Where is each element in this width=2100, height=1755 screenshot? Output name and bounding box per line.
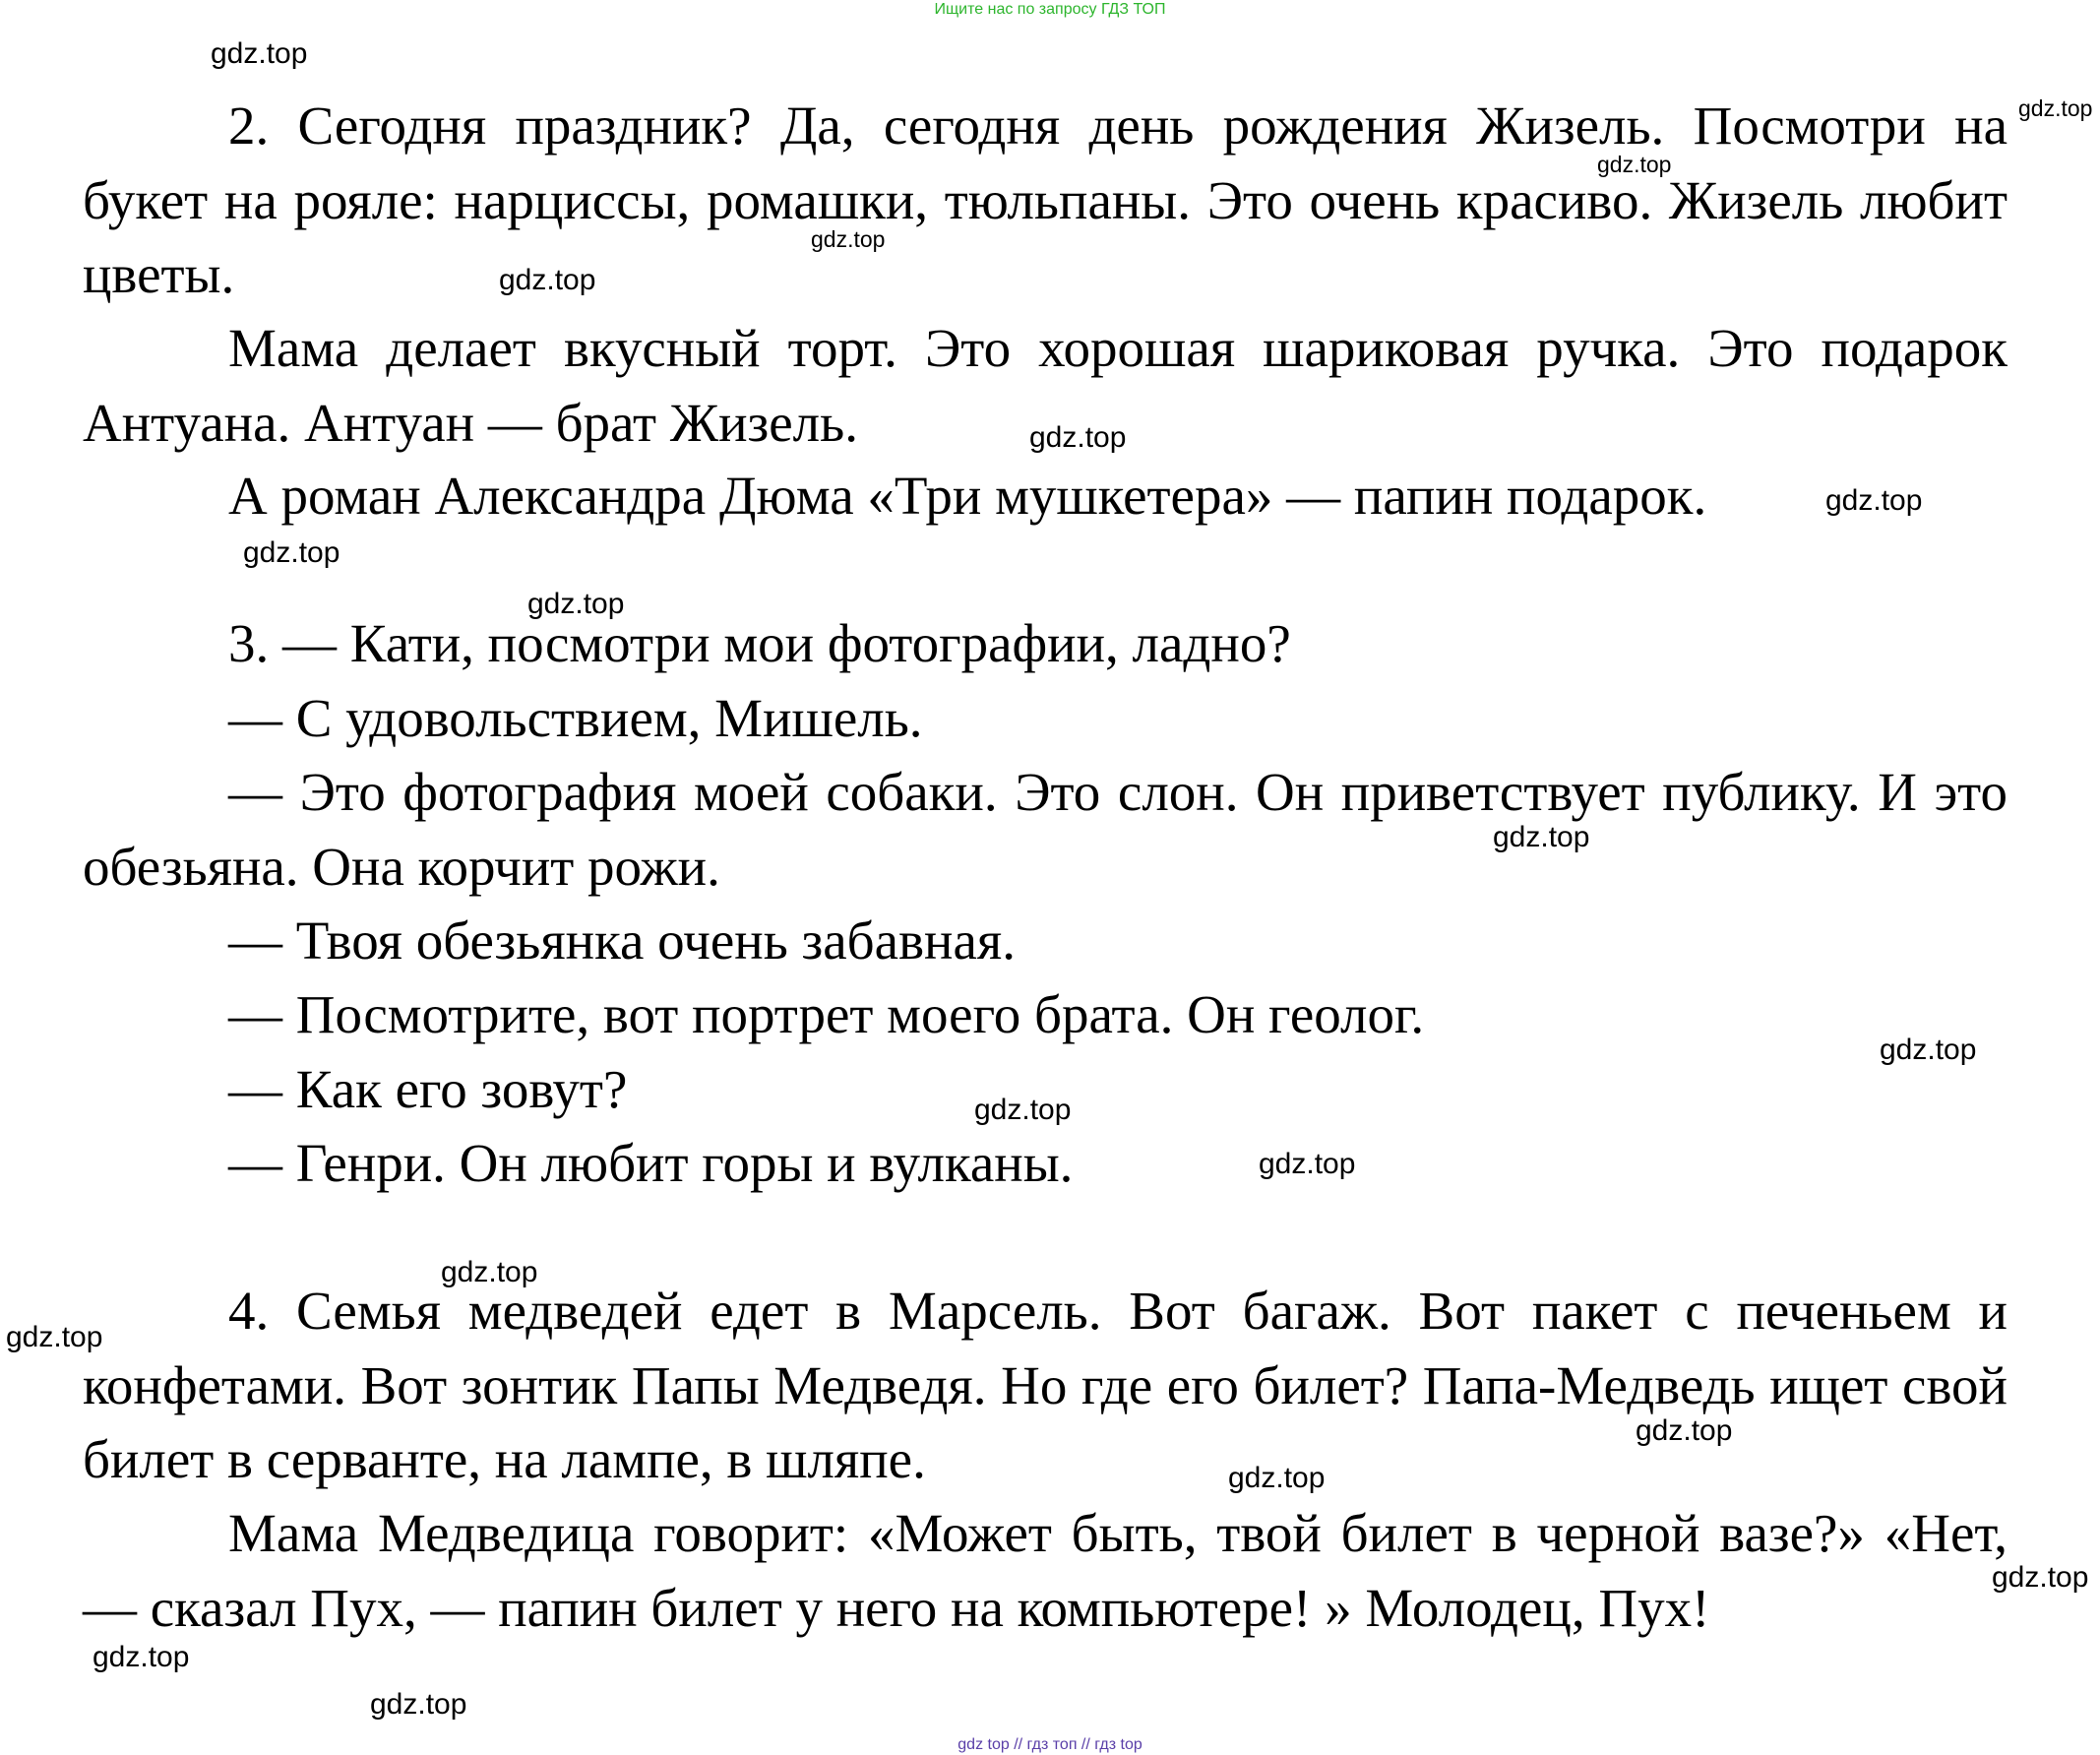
watermark: gdz.top [6, 1321, 103, 1353]
watermark: gdz.top [1029, 421, 1127, 454]
watermark: gdz.top [211, 37, 308, 70]
watermark: gdz.top [974, 1094, 1072, 1126]
watermark: gdz.top [1493, 821, 1590, 853]
exercise-3-line-6: — Как его зовут? [228, 1059, 628, 1119]
watermark: gdz.top [499, 264, 596, 296]
watermark: gdz.top [2018, 95, 2093, 121]
watermark: gdz.top [441, 1256, 538, 1288]
exercise-2-paragraph-3: А роман Александра Дюма «Три мушкетера» — папин подарок. [228, 466, 1707, 526]
watermark: gdz.top [527, 588, 625, 620]
exercise-3-line-4: — Твоя обезьянка очень забавная. [228, 910, 1016, 971]
watermark: gdz.top [1597, 152, 1672, 177]
watermark: gdz.top [243, 536, 340, 569]
watermark: gdz.top [93, 1641, 190, 1673]
exercise-3-line-7: — Генри. Он любит горы и вулканы. [228, 1133, 1074, 1193]
exercise-2-paragraph-1: 2. Сегодня праздник? Да, сегодня день рождения Жизель. Посмотри на букет на рояле: нарциссы, ромашки, тюльпаны. Это очень красиво. Жизель любит цветы. [83, 95, 2007, 304]
watermark: gdz.top [811, 226, 886, 252]
watermark: gdz.top [1636, 1414, 1733, 1447]
exercise-4-paragraph-1: 4. Семья медведей едет в Марсель. Вот багаж. Вот пакет с печеньем и конфетами. Вот зонтик Папы Медведя. Но где его билет? Папа-Медведь ищет свой билет в серванте, на лампе, в шляпе. [83, 1281, 2007, 1489]
exercise-3-paragraph-3: — Это фотография моей собаки. Это слон. Он приветствует публику. И это обезьяна. Она корчит рожи. [83, 762, 2007, 897]
watermark: gdz.top [1880, 1034, 1977, 1066]
search-hint-link[interactable]: Ищите нас по запросу ГДЗ ТОП [934, 1, 1166, 18]
footer-links[interactable]: gdz top // гдз топ // гдз top [957, 1736, 1143, 1753]
watermark: gdz.top [1825, 484, 1923, 517]
exercise-3-line-1: 3. — Кати, посмотри мои фотографии, ладно? [228, 613, 1291, 673]
watermark: gdz.top [1228, 1462, 1326, 1494]
exercise-3-line-5: — Посмотрите, вот портрет моего брата. Он геолог. [228, 984, 1425, 1044]
watermark: gdz.top [1259, 1148, 1356, 1180]
exercise-4-paragraph-2: Мама Медведица говорит: «Может быть, твой билет в черной вазе?» «Нет, — сказал Пух, — папин билет у него на компьютере! » Молодец, Пух! [83, 1503, 2007, 1638]
watermark: gdz.top [1992, 1561, 2089, 1594]
exercise-3-line-2: — С удовольствием, Мишель. [228, 688, 923, 748]
watermark: gdz.top [370, 1688, 467, 1721]
exercise-2-paragraph-2: Мама делает вкусный торт. Это хорошая шариковая ручка. Это подарок Антуана. Антуан — брат Жизель. [83, 318, 2007, 453]
